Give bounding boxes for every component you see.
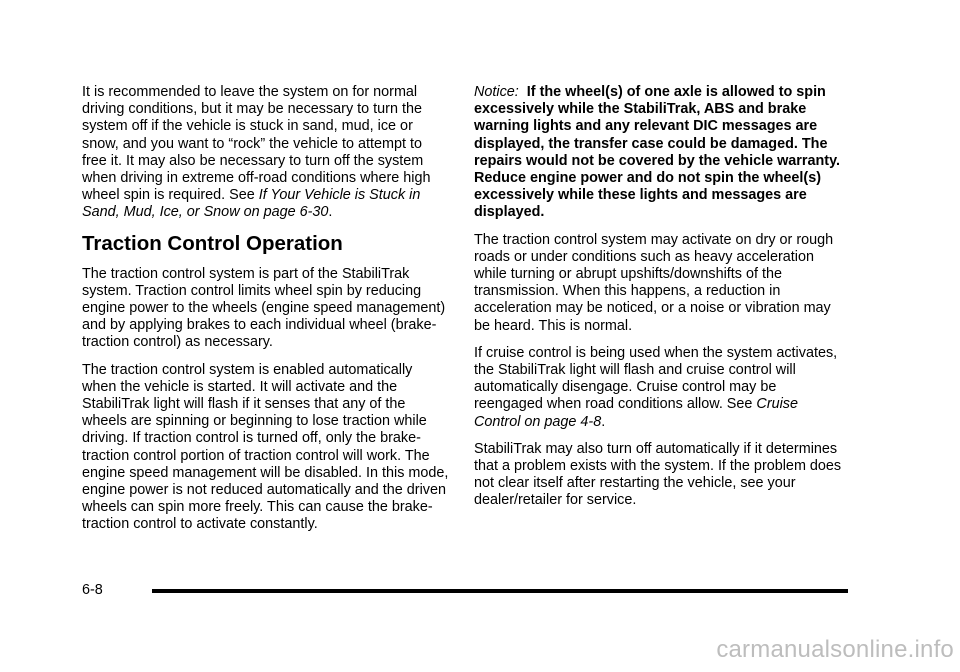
watermark: carmanualsonline.info [716,636,954,663]
intro-end: . [328,204,333,221]
left-column [82,84,450,544]
cruise-control-end: . [601,413,606,430]
auto-off-paragraph: StabiliTrak may also turn off automatically if it determines that a problem exists with the system. If the problem does not clear itself after restarting the vehicle, see your dealer/retailer for service. [474,440,842,509]
cruise-control-reference: Cruise Control on page 4-8 [474,396,799,430]
footer-rule [152,589,848,593]
right-column [474,84,848,520]
cruise-control-paragraph [474,345,848,431]
intro-paragraph [82,84,450,222]
stuck-vehicle-reference: If Your Vehicle is Stuck in Sand, Mud, Ice, or Snow on page 6-30 [82,187,421,221]
section-heading: Traction Control Operation [82,231,343,255]
notice-label: Notice: [474,84,519,100]
traction-enabled-paragraph: The traction control system is enabled automatically when the vehicle is started. It will activate and the StabiliTrak light will flash if it senses that any of the wheels are spinning or beginning to lose traction while driving. If traction control is turned off, only the brake-traction control portion of traction control will work. The engine speed management will be disabled. In this mode, engine power is not reduced automatically and the driven wheels can spin more freely. This can cause the brake-traction control to activate constantly. [82,361,449,533]
intro-text: It is recommended to leave the system on for normal driving conditions, but it may be necessary to turn the system off if the vehicle is stuck in sand, mud, ice or snow, and you want to “rock” the vehicle to attempt to free it. It may also be necessary to turn off the system when driving in extreme off-road conditions where high wheel spin is required. See [82,84,431,204]
traction-description-paragraph: The traction control system is part of the StabiliTrak system. Traction control limits wheel spin by reducing engine power to the wheels (engine speed management) and by applying brakes to each individual wheel (brake-traction control) as necessary. [82,265,446,351]
cruise-control-text: If cruise control is being used when the system activates, the StabiliTrak light will flash and cruise control will automatically disengage. Cruise control may be reengaged when road conditions allow. See [474,344,838,413]
notice-text: If the wheel(s) of one axle is allowed to spin excessively while the StabiliTrak, ABS and brake warning lights and any relevant DIC messages are displayed, the transfer case could be damaged. The repairs would not be covered by the vehicle warranty. Reduce engine power and do not spin the wheel(s) excessively while these lights and messages are displayed. [474,84,841,221]
activation-conditions-paragraph: The traction control system may activate on dry or rough roads or under conditions such as heavy acceleration while turning or abrupt upshifts/downshifts of the transmission. When this happens, a reduction in acceleration may be noticed, or a noise or vibration may be heard. This is normal. [474,231,834,334]
page-number: 6-8 [82,582,103,598]
notice-paragraph [474,84,848,222]
